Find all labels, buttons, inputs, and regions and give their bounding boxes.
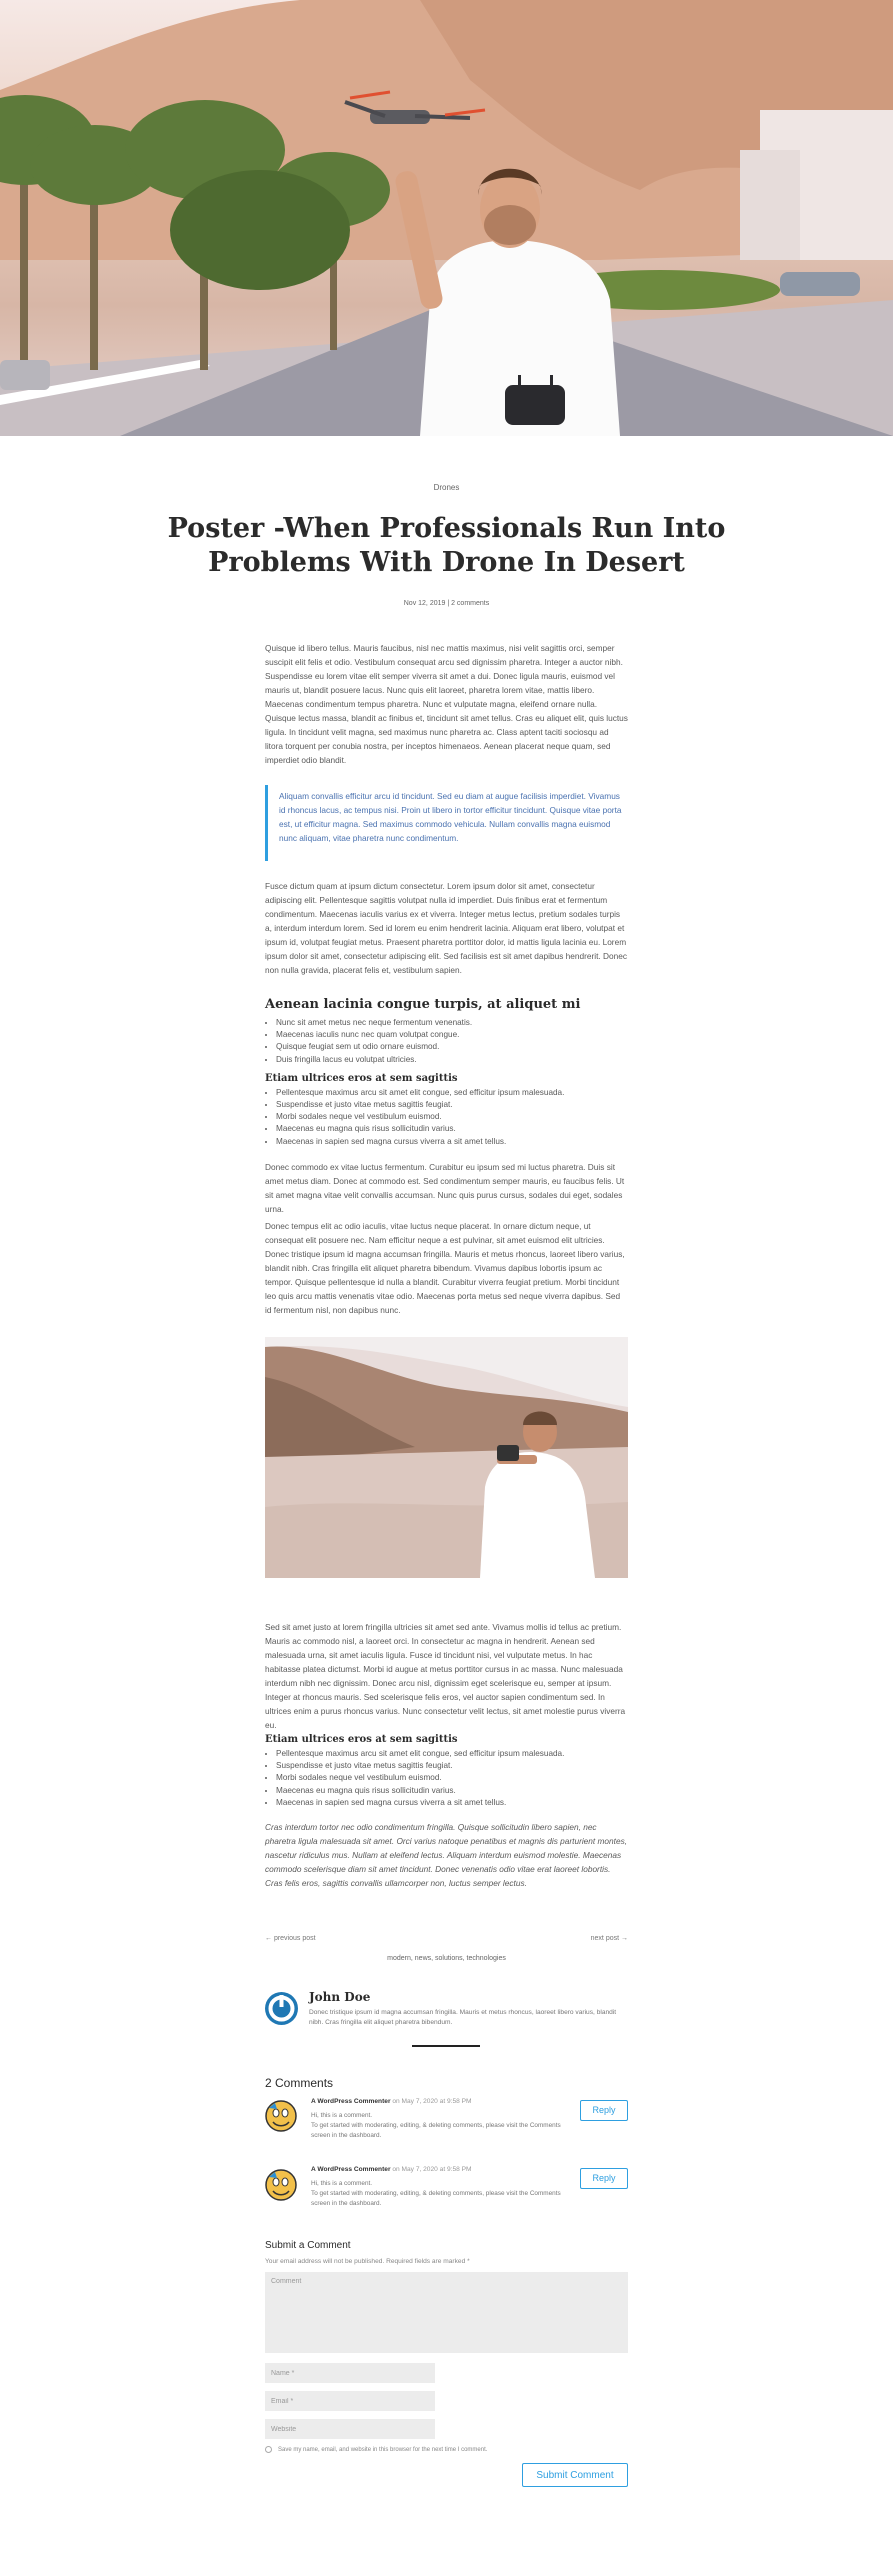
post-content-lists: [265, 996, 628, 1148]
paragraph: Donec tempus elit ac odio iaculis, vitae luctus neque placerat. In ornare dictum neque, ut consequat elit posuere nec. Nam efficitur neque a est pulvinar, sit amet euismod elit ultricies. Donec tristique ipsum id magna accumsan fringilla. Mauris et metus rhoncus, laoreet libero varius, blandit nibh. Cras fringilla elit aliquet pharetra bibendum. Vivamus dapibus lobortis ipsum ac tempor. Quisque pellentesque id nulla a blandit. Curabitur viverra feugiat pretium. Morbi tincidunt leo quis arcu mattis venenatis vitae odio. Maecenas porta metus sed neque viverra dapibus. Sed id fermentum nisl, non dapibus nunc.: [265, 1221, 625, 1315]
blockquote: [265, 785, 628, 861]
next-post-link[interactable]: next post →: [590, 1935, 628, 1942]
author-avatar: [265, 1992, 298, 2025]
comment-body: [311, 2111, 571, 2141]
author-bio: Donec tristique ipsum id magna accumsan fringilla. Mauris et metus rhoncus, laoreet libero varius, blandit nibh. Cras fringilla elit aliquet pharetra bibendum.: [309, 2009, 617, 2026]
bullet-list: [265, 1748, 628, 1809]
post-content-body: [265, 1820, 628, 1890]
comment-author-name[interactable]: A WordPress Commenter: [311, 2098, 391, 2105]
comment-text: Hi, this is a comment.: [311, 2112, 373, 2119]
comment-text: To get started with moderating, editing, & deleting comments, please visit the Comments screen in the dashboard.: [311, 2122, 561, 2139]
bullet-list: [265, 1087, 628, 1148]
hero-image: [0, 0, 893, 436]
reply-button[interactable]: Reply: [580, 2100, 628, 2121]
list-item: • Maecenas iaculis nunc nec quam volutpat congue.: [276, 1029, 628, 1041]
post-content-body: [265, 1620, 628, 1732]
list-item: • Pellentesque maximus arcu sit amet elit congue, sed efficitur ipsum malesuada.: [276, 1087, 628, 1099]
post-inline-image: [265, 1337, 628, 1578]
post-meta: Nov 12, 2019 | 2 comments: [403, 600, 490, 607]
reply-button[interactable]: Reply: [580, 2168, 628, 2189]
paragraph-italic: Cras interdum tortor nec odio condimentum fringilla. Quisque sollicitudin libero sapien, nec pharetra ligula malesuada sit amet. Orci varius natoque penatibus et magnis dis parturient montes, nascetur ridiculus mus. Nullam at eleifend lectus. Aliquam interdum euismod molestie. Maecenas commodo scelerisque diam sit amet tincidunt. Donec venenatis odio vitae erat laoreet lobortis. Cras felis eros, sagittis convallis ullamcorper non, luctus semper lectus.: [265, 1822, 628, 1888]
list-item: • Duis fringilla lacus eu volutpat ultricies.: [276, 1054, 628, 1066]
list-item: • Maecenas in sapien sed magna cursus viverra a sit amet tellus.: [276, 1797, 628, 1809]
post-content-intro: [265, 641, 628, 767]
blockquote-text: Aliquam convallis efficitur arcu id tincidunt. Sed eu diam at augue facilisis imperdiet. Vivamus id rhoncus lacus, ac tempus nisi. Proin ut libero in tortor efficitur tincidunt. Quisque vitae porta est, ut efficitur magna. Sed maximus commodo vehicula. Nullam convallis magna euismod nunc aliquam, vitae pharetra nunc condimentum.: [279, 791, 622, 843]
post-content-body: [265, 1160, 628, 1216]
comment-author[interactable]: [311, 2098, 472, 2105]
previous-post-link[interactable]: ← previous post: [265, 1935, 316, 1942]
commenter-avatar: [265, 2169, 297, 2201]
comment-date[interactable]: on May 7, 2020 at 9:58 PM: [392, 2166, 472, 2173]
email-field[interactable]: [265, 2391, 435, 2411]
paragraph: Sed sit amet justo at lorem fringilla ultricies sit amet sed ante. Vivamus mollis id tellus ac pretium. Mauris ac commodo nisl, a laoreet orci. In consectetur ac magna in hendrerit. Aenean sed malesuada urna, sit amet iaculis ligula. Fusce id tincidunt nisi, vel vulputate metus. In hac habitasse platea dictumst. Morbi id augue at metus porttitor cursus in ac massa. Nunc malesuada interdum nibh nec dignissim. Donec arcu nisl, dignissim eget scelerisque eu, semper at ipsum. Integer at rhoncus mauris. Sed scelerisque felis eros, vel auctor sapien condimentum sed. In ultrices enim a purus rhoncus varius. Nunc consectetur velit lectus, sit amet molestie purus viverra eu.: [265, 1622, 626, 1730]
list-item: • Suspendisse et justo vitae metus sagittis feugiat.: [276, 1760, 628, 1772]
paragraph: Quisque id libero tellus. Mauris faucibus, nisl nec mattis maximus, nisi velit sagittis orci, semper suscipit elit felis et odio. Vestibulum consequat arcu sed dignissim pharetra. Integer a auctor nibh. Suspendisse eu lorem vitae elit semper viverra sit amet a dui. Donec ligula mauris, euismod vel mauris ut, blandit posuere lacus. Nunc quis elit laoreet, pharetra lorem vitae, mattis libero. Maecenas condimentum tempus pharetra. Nunc et vulputate magna, eleifend ornare nulla. Quisque lectus massa, blandit ac finibus et, tincidunt sit amet tellus. Cras eu aliquet elit, quis luctus ligula. In tincidunt velit magna, sed maximus nunc pharetra ac. Class aptent taciti sociosqu ad litora torquent per conubia nostra, per inceptos himenaeos. Aenean placerat neque quam, sed imperdiet odio blandit.: [265, 643, 628, 765]
submit-comment-button[interactable]: Submit Comment: [522, 2463, 628, 2487]
comment-author-name[interactable]: A WordPress Commenter: [311, 2166, 391, 2173]
comment-text: To get started with moderating, editing, & deleting comments, please visit the Comments screen in the dashboard.: [311, 2190, 561, 2207]
section-subheading: Etiam ultrices eros at sem sagittis: [265, 1072, 458, 1084]
section-heading: Aenean lacinia congue turpis, at aliquet mi: [265, 997, 581, 1012]
commenter-avatar: [265, 2100, 297, 2132]
list-item: • Morbi sodales neque vel vestibulum euismod.: [276, 1772, 628, 1784]
post-content-lists: [265, 1733, 628, 1809]
section-divider: [412, 2045, 480, 2047]
list-item: • Quisque feugiat sem ut odio ornare euismod.: [276, 1041, 628, 1053]
comment-author[interactable]: [311, 2166, 472, 2173]
section-subheading: Etiam ultrices eros at sem sagittis: [265, 1734, 458, 1745]
comment-form-heading: Submit a Comment: [265, 2240, 351, 2251]
post-tags[interactable]: modern, news, solutions, technologies: [387, 1955, 506, 1962]
list-item: • Pellentesque maximus arcu sit amet elit congue, sed efficitur ipsum malesuada.: [276, 1748, 628, 1760]
save-info-checkbox[interactable]: [265, 2446, 272, 2453]
bullet-list: [265, 1017, 628, 1066]
post-category[interactable]: Drones: [433, 483, 460, 492]
author-name: John Doe: [309, 1990, 371, 2004]
comment-body: [311, 2179, 571, 2209]
comment-textarea[interactable]: [265, 2272, 628, 2353]
save-info-option[interactable]: [265, 2446, 487, 2453]
comment-date[interactable]: on May 7, 2020 at 9:58 PM: [392, 2098, 472, 2105]
website-field[interactable]: [265, 2419, 435, 2439]
comments-heading: 2 Comments: [265, 2076, 334, 2090]
post-content-body: [265, 879, 628, 977]
list-item: • Maecenas in sapien sed magna cursus viverra a sit amet tellus.: [276, 1136, 628, 1148]
save-info-label: Save my name, email, and website in this browser for the next time I comment.: [278, 2446, 488, 2453]
list-item: • Morbi sodales neque vel vestibulum euismod.: [276, 1111, 628, 1123]
paragraph: Fusce dictum quam at ipsum dictum consectetur. Lorem ipsum dolor sit amet, consectetur adipiscing elit. Pellentesque sagittis volutpat nulla id imperdiet. Duis finibus erat et fermentum condimentum. Maecenas iaculis varius ex et viverra. Integer metus lectus, pretium sodales turpis a, interdum interdum lorem. Sed id lorem eu enim hendrerit lacinia. Aliquam erat libero, volutpat et ipsum id, volutpat feugiat metus. Praesent pharetra porttitor dolor, id mattis ligula lacinia eu. Lorem ipsum dolor sit amet, consectetur adipiscing elit. Sed facilisis est sit amet dapibus hendrerit. Donec non nulla gravida, placerat felis et, vestibulum sapien.: [265, 881, 628, 975]
list-item: • Maecenas eu magna quis risus sollicitudin varius.: [276, 1785, 628, 1797]
paragraph: Donec commodo ex vitae luctus fermentum. Curabitur eu ipsum sed mi luctus pharetra. Duis sit amet metus diam. Donec at commodo est. Sed condimentum semper mauris, eu faucibus felis. Ut sit amet magna vitae velit convallis accumsan. Nunc quis purus cursus, sodales dui eget, sodales urna.: [265, 1162, 625, 1214]
post-title: Poster -When Professionals Run Into Problems With Drone In Desert: [167, 513, 726, 578]
comment-form-notes: Your email address will not be published. Required fields are marked *: [265, 2258, 470, 2265]
list-item: • Maecenas eu magna quis risus sollicitudin varius.: [276, 1123, 628, 1135]
name-field[interactable]: [265, 2363, 435, 2383]
list-item: • Nunc sit amet metus nec neque fermentum venenatis.: [276, 1017, 628, 1029]
list-item: • Suspendisse et justo vitae metus sagittis feugiat.: [276, 1099, 628, 1111]
post-content-body: [265, 1219, 628, 1317]
comment-text: Hi, this is a comment.: [311, 2180, 373, 2187]
